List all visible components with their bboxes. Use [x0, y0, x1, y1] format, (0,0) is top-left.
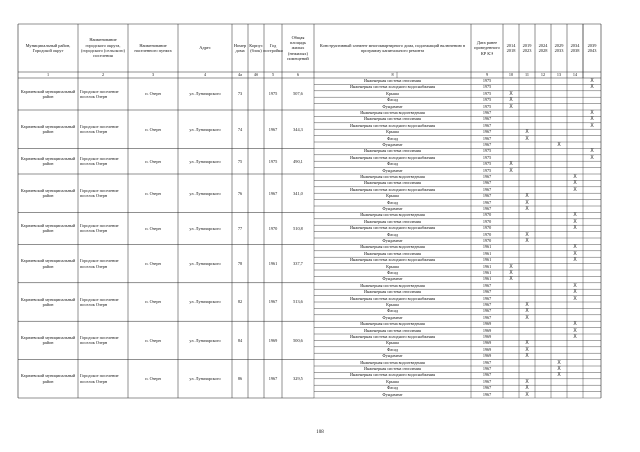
- area-cell: 329,5: [293, 376, 303, 382]
- prior-repair-date-cell: 1967: [482, 295, 492, 301]
- prior-repair-date-cell: 1961: [482, 244, 492, 250]
- column-number: 4а: [238, 72, 242, 77]
- work-element-cell: Инженерная система холодного водоснабжения: [350, 372, 435, 378]
- prior-repair-date-cell: 1967: [482, 116, 492, 122]
- column-number: 1: [46, 72, 50, 77]
- page-number: 108: [316, 430, 324, 435]
- street-cell: ул. Луначарского: [189, 260, 221, 266]
- street-cell: ул. Луначарского: [189, 225, 221, 231]
- street-cell: ул. Луначарского: [189, 299, 221, 305]
- prior-repair-date-cell: 1970: [482, 238, 492, 243]
- municipality-cell: Карачевский муниципальный район: [20, 296, 76, 307]
- prior-repair-date-cell: 1967: [482, 135, 492, 141]
- period-mark-cell: X: [525, 302, 529, 308]
- period-mark-cell: X: [573, 327, 577, 334]
- prior-repair-date-cell: 1961: [482, 263, 492, 269]
- header-settlement: Наименование городского округа, (городского (сельского) поселения: [81, 37, 125, 59]
- prior-repair-date-cell: 1967: [482, 372, 492, 378]
- header-area: Общая площадь жилых (нежилых) помещений: [287, 34, 309, 61]
- prior-repair-date-cell: 1967: [482, 193, 492, 199]
- column-number: 2: [101, 72, 105, 77]
- work-element-cell: Инженерная система отопления: [364, 327, 421, 333]
- prior-repair-date-cell: 1975: [482, 148, 492, 154]
- period-mark-cell: X: [573, 174, 577, 180]
- prior-repair-date-cell: 1961: [482, 257, 492, 263]
- prior-repair-date-cell: 1961: [482, 276, 492, 282]
- period-mark-cell: X: [573, 218, 577, 225]
- work-element-cell: Фасад: [386, 346, 399, 352]
- building-year-cell: 1975: [268, 91, 278, 97]
- period-mark-cell: X: [525, 391, 529, 398]
- header-address: Адрес: [199, 45, 211, 51]
- area-cell: 507,6: [293, 91, 303, 97]
- prior-repair-date-cell: 1967: [482, 186, 492, 192]
- work-element-cell: Инженерная система отопления: [364, 366, 421, 371]
- work-element-cell: Фасад: [386, 231, 399, 237]
- prior-repair-date-cell: 1975: [482, 103, 492, 109]
- period-mark-cell: X: [590, 148, 594, 155]
- area-cell: 510,8: [293, 225, 303, 231]
- locality-cell: п. Озерн: [145, 126, 161, 132]
- prior-repair-date-cell: 1967: [482, 302, 492, 307]
- area-cell: 500,6: [293, 337, 303, 343]
- street-cell: ул. Луначарского: [189, 158, 221, 164]
- locality-cell: п. Озерн: [145, 299, 161, 305]
- work-element-cell: Фундамент: [382, 206, 403, 211]
- building-year-cell: 1975: [268, 158, 278, 164]
- work-element-cell: Инженерная система холодного водоснабжения: [350, 295, 435, 301]
- column-number: 14: [572, 72, 578, 77]
- period-mark-cell: X: [525, 340, 529, 347]
- building-year-cell: 1967: [268, 299, 278, 305]
- period-mark-cell: X: [525, 135, 529, 142]
- work-element-cell: Крыша: [386, 302, 399, 307]
- work-element-cell: Инженерная система водоотведения: [360, 359, 425, 365]
- municipality-cell: Карачевский муниципальный район: [20, 88, 76, 99]
- column-number: 4б: [253, 72, 259, 77]
- work-element-cell: Крыша: [386, 193, 399, 199]
- work-element-cell: Крыша: [386, 340, 399, 346]
- period-mark-cell: X: [525, 193, 529, 200]
- locality-cell: п. Озерн: [145, 337, 161, 343]
- prior-repair-date-cell: 1975: [482, 90, 492, 96]
- header-period: 2034 2038: [570, 42, 580, 53]
- period-mark-cell: X: [573, 289, 577, 296]
- work-element-cell: Инженерная система холодного водоснабжения: [350, 334, 435, 339]
- header-period: 2039 2043: [587, 42, 597, 53]
- prior-repair-date-cell: 1970: [482, 225, 492, 231]
- period-mark-cell: X: [590, 122, 594, 129]
- prior-repair-date-cell: 1967: [482, 110, 492, 115]
- street-cell: ул. Луначарского: [189, 190, 221, 196]
- work-element-cell: Фундамент: [382, 391, 403, 397]
- header-period: 2024 2028: [538, 42, 548, 53]
- house-number-cell: 82: [237, 299, 243, 305]
- prior-repair-date-cell: 1970: [482, 212, 492, 218]
- period-mark-cell: X: [573, 180, 577, 187]
- work-element-cell: Фасад: [386, 161, 399, 167]
- prior-repair-date-cell: 1967: [482, 359, 492, 365]
- prior-repair-date-cell: 1967: [482, 174, 492, 179]
- period-mark-cell: X: [590, 78, 594, 84]
- work-element-cell: Инженерная система водоотведения: [360, 321, 425, 327]
- house-number-cell: 86: [237, 376, 243, 382]
- settlement-cell: Городское поселение поселок Озерн: [80, 155, 119, 167]
- locality-cell: п. Озерн: [145, 158, 161, 164]
- prior-repair-date-cell: 1970: [482, 231, 492, 237]
- prior-repair-date-cell: 1967: [482, 129, 492, 135]
- prior-repair-date-cell: 1969: [482, 327, 492, 333]
- work-element-cell: Фундамент: [382, 103, 403, 109]
- period-mark-cell: X: [590, 110, 594, 116]
- work-element-cell: Фундамент: [382, 238, 403, 243]
- work-element-cell: Фундамент: [382, 353, 403, 359]
- work-element-cell: Инженерная система холодного водоснабжения: [350, 225, 435, 231]
- building-year-cell: 1967: [268, 376, 278, 382]
- house-number-cell: 75: [237, 158, 243, 164]
- prior-repair-date-cell: 1967: [482, 180, 492, 186]
- house-number-cell: 76: [237, 190, 243, 196]
- municipality-cell: Карачевский муниципальный район: [20, 373, 76, 384]
- locality-cell: п. Озерн: [145, 260, 161, 266]
- work-element-cell: Инженерная система отопления: [364, 218, 421, 224]
- column-number: 6: [296, 72, 300, 77]
- column-number: 13: [556, 72, 562, 77]
- prior-repair-date-cell: 1969: [482, 334, 492, 339]
- period-mark-cell: X: [557, 366, 561, 372]
- period-mark-cell: X: [573, 250, 577, 257]
- period-mark-cell: X: [573, 295, 577, 302]
- street-cell: ул. Луначарского: [189, 376, 221, 382]
- prior-repair-date-cell: 1967: [482, 206, 492, 211]
- work-element-cell: Фундамент: [382, 167, 403, 173]
- work-element-cell: Инженерная система отопления: [364, 180, 421, 186]
- period-mark-cell: X: [525, 129, 529, 136]
- area-cell: 344,3: [293, 126, 303, 132]
- area-cell: 337,7: [293, 260, 303, 266]
- header-building: Корпус (блок): [249, 42, 263, 53]
- prior-repair-date-cell: 1975: [482, 97, 492, 103]
- prior-repair-date-cell: 1967: [482, 122, 492, 128]
- work-element-cell: Инженерная система водоотведения: [360, 244, 425, 250]
- period-mark-cell: X: [509, 263, 513, 270]
- prior-repair-date-cell: 1975: [482, 154, 492, 160]
- period-mark-cell: X: [509, 161, 513, 168]
- header-period: 2029 2033: [554, 42, 564, 53]
- header-prior-date: Дата ранее проведенного КР КЭ: [474, 40, 500, 56]
- period-mark-cell: X: [525, 238, 529, 244]
- house-number-cell: 73: [237, 91, 243, 97]
- period-mark-cell: X: [509, 276, 513, 283]
- work-element-cell: Крыша: [386, 129, 399, 135]
- work-element-cell: Фасад: [386, 270, 399, 275]
- locality-cell: п. Озерн: [145, 376, 161, 382]
- period-mark-cell: X: [509, 167, 513, 174]
- locality-cell: п. Озерн: [145, 190, 161, 196]
- work-element-cell: Фасад: [386, 135, 399, 141]
- period-mark-cell: X: [509, 270, 513, 276]
- prior-repair-date-cell: 1967: [482, 391, 492, 397]
- work-element-cell: Крыша: [386, 90, 399, 96]
- street-cell: ул. Луначарского: [189, 337, 221, 343]
- header-element: Конструктивный элемент многоквартирного дома, подлежащий включению в программу капитального ремонта: [319, 42, 466, 53]
- prior-repair-date-cell: 1975: [482, 78, 492, 83]
- period-mark-cell: X: [573, 282, 577, 289]
- work-element-cell: Крыша: [386, 378, 399, 384]
- work-element-cell: Инженерная система холодного водоснабжения: [350, 186, 435, 192]
- settlement-cell: Городское поселение поселок Озерн: [80, 373, 119, 384]
- work-element-cell: Инженерная система отопления: [364, 78, 421, 83]
- column-number: 4: [203, 72, 207, 77]
- header-locality: Наименование населенного пункта: [134, 42, 172, 53]
- municipality-cell: Карачевский муниципальный район: [20, 258, 76, 269]
- work-element-cell: Инженерная система отопления: [364, 289, 421, 295]
- street-cell: ул. Луначарского: [189, 126, 221, 132]
- municipality-cell: Карачевский муниципальный район: [20, 335, 76, 346]
- prior-repair-date-cell: 1975: [482, 84, 492, 90]
- work-element-cell: Фундамент: [382, 276, 403, 282]
- prior-repair-date-cell: 1970: [482, 218, 492, 224]
- work-element-cell: Инженерная система водоотведения: [360, 212, 425, 218]
- municipality-cell: Карачевский муниципальный район: [20, 223, 76, 234]
- house-number-cell: 78: [237, 260, 243, 266]
- period-mark-cell: X: [509, 97, 513, 104]
- prior-repair-date-cell: 1961: [482, 270, 492, 275]
- work-element-cell: Инженерная система водоотведения: [360, 282, 425, 288]
- period-mark-cell: X: [525, 385, 529, 392]
- period-mark-cell: X: [573, 257, 577, 264]
- prior-repair-date-cell: 1967: [482, 314, 492, 320]
- area-cell: 490,1: [293, 158, 303, 164]
- locality-cell: п. Озерн: [145, 91, 161, 97]
- building-year-cell: 1961: [268, 260, 278, 266]
- period-mark-cell: X: [525, 308, 529, 315]
- period-mark-cell: X: [557, 372, 561, 379]
- work-element-cell: Инженерная система холодного водоснабжения: [350, 84, 435, 90]
- column-number: 10: [508, 72, 514, 77]
- prior-repair-date-cell: 1967: [482, 289, 492, 295]
- prior-repair-date-cell: 1969: [482, 346, 492, 352]
- settlement-cell: Городское поселение поселок Озерн: [80, 296, 119, 307]
- header-year: Год постройки: [263, 42, 283, 53]
- prior-repair-date-cell: 1969: [482, 321, 492, 327]
- period-mark-cell: X: [525, 206, 529, 212]
- period-mark-cell: X: [557, 359, 561, 366]
- column-number: 12: [540, 72, 546, 77]
- work-element-cell: Фундамент: [382, 314, 403, 320]
- work-element-cell: Инженерная система холодного водоснабжения: [350, 154, 435, 160]
- work-element-cell: Инженерная система холодного водоснабжения: [350, 122, 435, 128]
- period-mark-cell: X: [590, 154, 594, 161]
- column-number: 9: [485, 72, 489, 77]
- prior-repair-date-cell: 1969: [482, 340, 492, 346]
- period-mark-cell: X: [525, 378, 529, 385]
- work-element-cell: Фасад: [386, 308, 399, 314]
- period-mark-cell: X: [573, 334, 577, 340]
- work-element-cell: Фасад: [386, 199, 399, 205]
- municipality-cell: Карачевский муниципальный район: [20, 155, 76, 167]
- work-element-cell: Инженерная система отопления: [364, 250, 421, 256]
- prior-repair-date-cell: 1967: [482, 308, 492, 314]
- work-element-cell: Фундамент: [382, 142, 403, 147]
- period-mark-cell: X: [525, 199, 529, 206]
- work-element-cell: Фасад: [386, 97, 399, 103]
- column-number: 5: [271, 72, 275, 77]
- building-year-cell: 1967: [268, 126, 278, 132]
- house-number-cell: 77: [237, 225, 243, 231]
- area-cell: 513,6: [293, 299, 303, 305]
- municipality-cell: Карачевский муниципальный район: [20, 123, 76, 135]
- settlement-cell: Городское поселение поселок Озерн: [80, 88, 119, 99]
- header-municipality: Муниципальный район, Городской округ: [25, 42, 71, 53]
- period-mark-cell: X: [525, 231, 529, 238]
- period-mark-cell: X: [509, 103, 513, 110]
- period-mark-cell: X: [573, 244, 577, 251]
- header-period: 2019 2023: [522, 42, 532, 53]
- prior-repair-date-cell: 1967: [482, 282, 492, 288]
- work-element-cell: Инженерная система отопления: [364, 116, 421, 122]
- building-year-cell: 1970: [268, 225, 278, 231]
- building-year-cell: 1967: [268, 190, 278, 196]
- prior-repair-date-cell: 1967: [482, 385, 492, 391]
- settlement-cell: Городское поселение поселок Озерн: [80, 258, 119, 269]
- prior-repair-date-cell: 1975: [482, 161, 492, 167]
- period-mark-cell: X: [557, 142, 561, 148]
- locality-cell: п. Озерн: [145, 225, 161, 231]
- period-mark-cell: X: [509, 90, 513, 97]
- area-cell: 341,0: [293, 190, 303, 196]
- house-number-cell: 84: [237, 337, 243, 343]
- municipality-cell: Карачевский муниципальный район: [20, 187, 76, 199]
- prior-repair-date-cell: 1967: [482, 199, 492, 205]
- period-mark-cell: X: [573, 225, 577, 232]
- period-mark-cell: X: [525, 314, 529, 321]
- header-house-no: Номер дома: [233, 42, 247, 53]
- settlement-cell: Городское поселение поселок Озерн: [80, 187, 119, 199]
- work-element-cell: Инженерная система холодного водоснабжения: [350, 257, 435, 263]
- prior-repair-date-cell: 1967: [482, 366, 492, 371]
- work-element-cell: Инженерная система водоотведения: [360, 110, 425, 115]
- prior-repair-date-cell: 1967: [482, 378, 492, 384]
- period-mark-cell: X: [573, 186, 577, 193]
- period-mark-cell: X: [573, 212, 577, 219]
- building-year-cell: 1969: [268, 337, 278, 343]
- period-mark-cell: X: [573, 321, 577, 328]
- work-element-cell: Крыша: [386, 263, 399, 269]
- period-mark-cell: X: [525, 353, 529, 360]
- work-element-cell: Инженерная система отопления: [364, 148, 421, 154]
- prior-repair-date-cell: 1975: [482, 167, 492, 173]
- settlement-cell: Городское поселение поселок Озерн: [80, 223, 119, 234]
- period-mark-cell: X: [590, 116, 594, 123]
- header-period: 2014 2018: [506, 42, 516, 53]
- period-mark-cell: X: [590, 84, 594, 91]
- prior-repair-date-cell: 1967: [482, 142, 492, 147]
- settlement-cell: Городское поселение поселок Озерн: [80, 335, 119, 346]
- prior-repair-date-cell: 1969: [482, 353, 492, 359]
- house-number-cell: 74: [237, 126, 243, 132]
- work-element-cell: Фасад: [386, 385, 399, 391]
- work-element-cell: Инженерная система водоотведения: [360, 174, 425, 179]
- column-number: 3: [151, 72, 155, 77]
- prior-repair-date-cell: 1961: [482, 250, 492, 256]
- period-mark-cell: X: [525, 346, 529, 353]
- street-cell: ул. Луначарского: [189, 91, 221, 97]
- settlement-cell: Городское поселение поселок Озерн: [80, 123, 119, 135]
- column-number: 8: [391, 72, 394, 77]
- column-number: 11: [524, 72, 530, 77]
